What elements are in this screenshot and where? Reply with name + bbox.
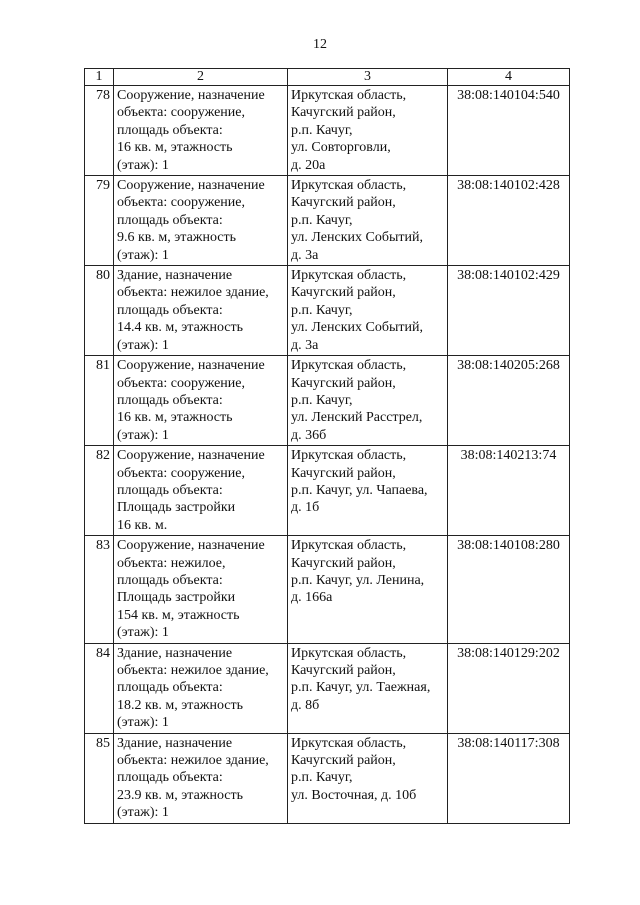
row-number: 80	[85, 266, 114, 356]
description-line: площадь объекта:	[117, 122, 223, 138]
description-line: объекта: нежилое здание,	[117, 663, 269, 678]
row-number: 78	[85, 86, 114, 176]
row-number: 83	[85, 536, 114, 643]
address-line: д. 166а	[291, 590, 333, 606]
object-description	[114, 733, 288, 823]
address-line: р.п. Качуг,	[291, 302, 353, 318]
description-line: площадь объекта:	[117, 572, 223, 588]
description-line: 16 кв. м.	[117, 517, 168, 533]
address-line: ул. Восточная, д. 10б	[291, 787, 417, 803]
address-line: Иркутская область,	[291, 178, 407, 194]
description-line: Здание, назначение	[117, 735, 233, 751]
description-line: объекта: нежилое здание,	[117, 753, 269, 769]
table-row	[85, 86, 570, 176]
address-line: Качугский район,	[291, 465, 396, 481]
object-description	[114, 266, 288, 356]
address-line: Качугский район,	[291, 753, 396, 769]
description-line: 154 кв. м, этажность	[117, 607, 240, 623]
description-line: 18.2 кв. м, этажность	[117, 697, 244, 713]
cadastral-number: 38:08:140104:540	[448, 86, 570, 176]
description-line: (этаж): 1	[117, 247, 169, 263]
address-line: Качугский район,	[291, 195, 396, 211]
description-line: 23.9 кв. м, этажность	[117, 787, 244, 803]
column-header-cadastral: 4	[448, 69, 570, 86]
object-address	[288, 356, 448, 446]
address-line: Иркутская область,	[291, 358, 407, 374]
description-line: Сооружение, назначение	[117, 448, 265, 464]
address-line: д. 1б	[291, 500, 320, 516]
address-line: Иркутская область,	[291, 735, 407, 751]
table-row	[85, 356, 570, 446]
description-line: объекта: нежилое,	[117, 555, 226, 571]
cadastral-number: 38:08:140102:429	[448, 266, 570, 356]
object-description	[114, 446, 288, 536]
description-line: объекта: сооружение,	[117, 195, 245, 211]
description-line: площадь объекта:	[117, 212, 223, 228]
address-line: р.п. Качуг, ул. Таежная,	[291, 680, 431, 696]
cadastral-number: 38:08:140108:280	[448, 536, 570, 643]
description-line: объекта: нежилое здание,	[117, 285, 269, 301]
object-address	[288, 733, 448, 823]
cadastral-number: 38:08:140213:74	[448, 446, 570, 536]
table-row	[85, 446, 570, 536]
description-line: (этаж): 1	[117, 625, 169, 641]
column-header-number: 1	[85, 69, 114, 86]
address-line: р.п. Качуг,	[291, 770, 353, 786]
description-line: (этаж): 1	[117, 157, 169, 173]
description-line: площадь объекта:	[117, 680, 223, 696]
table-row	[85, 733, 570, 823]
object-description	[114, 176, 288, 266]
description-line: (этаж): 1	[117, 715, 169, 731]
object-address	[288, 86, 448, 176]
column-header-address: 3	[288, 69, 448, 86]
description-line: площадь объекта:	[117, 770, 223, 786]
address-line: р.п. Качуг, ул. Чапаева,	[291, 482, 428, 498]
description-line: объекта: сооружение,	[117, 105, 245, 121]
description-line: 16 кв. м, этажность	[117, 140, 233, 156]
row-number: 81	[85, 356, 114, 446]
page-number: 12	[313, 37, 327, 52]
address-line: ул. Ленский Расстрел,	[291, 410, 423, 426]
address-line: д. 20а	[291, 157, 326, 173]
row-number: 79	[85, 176, 114, 266]
address-line: Качугский район,	[291, 663, 396, 678]
object-address	[288, 536, 448, 643]
property-registry-table	[84, 68, 570, 824]
address-line: д. 3а	[291, 247, 319, 263]
address-line: Качугский район,	[291, 285, 396, 301]
description-line: 14.4 кв. м, этажность	[117, 320, 244, 336]
cadastral-number: 38:08:140205:268	[448, 356, 570, 446]
description-line: (этаж): 1	[117, 427, 169, 443]
address-line: д. 36б	[291, 427, 327, 443]
cadastral-number: 38:08:140117:308	[448, 733, 570, 823]
description-line: Площадь застройки	[117, 590, 236, 606]
address-line: Иркутская область,	[291, 448, 407, 464]
row-number: 82	[85, 446, 114, 536]
address-line: ул. Ленских Событий,	[291, 320, 423, 336]
address-line: р.п. Качуг,	[291, 212, 353, 228]
description-line: Здание, назначение	[117, 268, 233, 284]
row-number: 85	[85, 733, 114, 823]
address-line: Иркутская область,	[291, 268, 407, 284]
address-line: д. 3а	[291, 337, 319, 353]
cadastral-number: 38:08:140102:428	[448, 176, 570, 266]
table-body	[85, 86, 570, 824]
table-header-row	[85, 69, 570, 86]
address-line: ул. Совторговли,	[291, 140, 391, 156]
description-line: площадь объекта:	[117, 302, 223, 318]
description-line: объекта: сооружение,	[117, 375, 245, 391]
description-line: 16 кв. м, этажность	[117, 410, 233, 426]
address-line: р.п. Качуг,	[291, 392, 353, 408]
cadastral-number: 38:08:140129:202	[448, 643, 570, 733]
address-line: Иркутская область,	[291, 538, 407, 554]
address-line: Иркутская область,	[291, 645, 407, 661]
object-description	[114, 536, 288, 643]
description-line: площадь объекта:	[117, 482, 223, 498]
object-description	[114, 643, 288, 733]
table-row	[85, 266, 570, 356]
object-address	[288, 176, 448, 266]
object-description	[114, 86, 288, 176]
description-line: Сооружение, назначение	[117, 88, 265, 103]
row-number: 84	[85, 643, 114, 733]
object-address	[288, 266, 448, 356]
address-line: Качугский район,	[291, 555, 396, 571]
object-description	[114, 356, 288, 446]
address-line: Качугский район,	[291, 105, 396, 121]
description-line: 9.6 кв. м, этажность	[117, 230, 237, 246]
address-line: д. 8б	[291, 697, 320, 713]
description-line: Здание, назначение	[117, 645, 233, 661]
address-line: Иркутская область,	[291, 88, 407, 103]
table-row	[85, 176, 570, 266]
description-line: Сооружение, назначение	[117, 178, 265, 194]
description-line: Сооружение, назначение	[117, 358, 265, 374]
address-line: Качугский район,	[291, 375, 396, 391]
description-line: объекта: сооружение,	[117, 465, 245, 481]
table-row	[85, 643, 570, 733]
address-line: р.п. Качуг, ул. Ленина,	[291, 572, 425, 588]
description-line: (этаж): 1	[117, 337, 169, 353]
table-row	[85, 536, 570, 643]
description-line: Сооружение, назначение	[117, 538, 265, 554]
object-address	[288, 643, 448, 733]
column-header-description: 2	[114, 69, 288, 86]
address-line: р.п. Качуг,	[291, 122, 353, 138]
address-line: ул. Ленских Событий,	[291, 230, 423, 246]
description-line: Площадь застройки	[117, 500, 236, 516]
description-line: (этаж): 1	[117, 805, 169, 821]
description-line: площадь объекта:	[117, 392, 223, 408]
object-address	[288, 446, 448, 536]
